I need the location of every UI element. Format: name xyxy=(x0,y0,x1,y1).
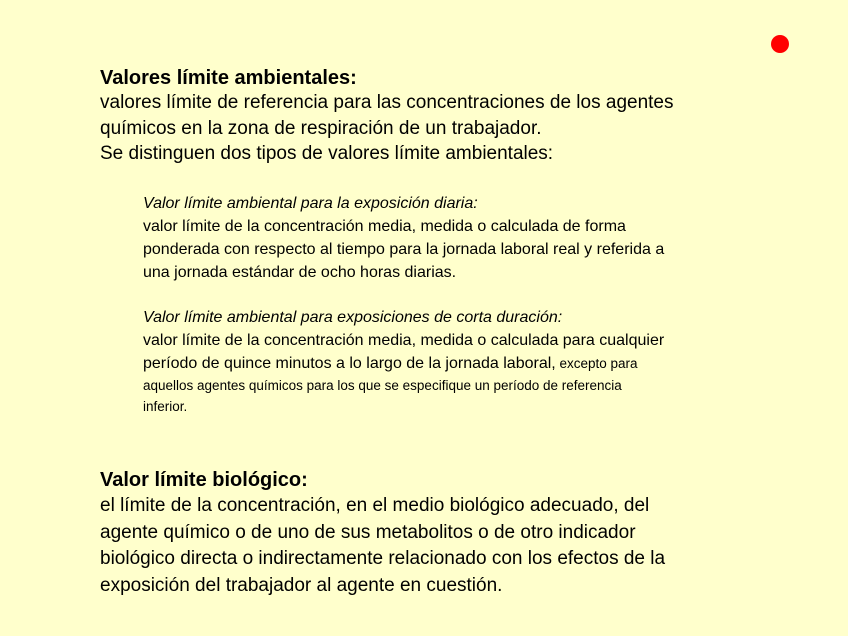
subsection-text-line-mixed xyxy=(143,352,783,375)
subsection-short-exposure xyxy=(143,307,783,417)
subsection-small-line: aquellos agentes químicos para los que se especifique un período de referencia xyxy=(143,378,622,393)
red-dot-indicator xyxy=(771,35,789,53)
subsection-text-line: ponderada con respecto al tiempo para la jornada laboral real y referida a xyxy=(143,241,665,258)
section-text-line: biológico directa o indirectamente relacionado con los efectos de la xyxy=(100,548,666,569)
section-text-line: el límite de la concentración, en el medio biológico adecuado, del xyxy=(100,495,650,516)
section-text-line: valores límite de referencia para las concentraciones de los agentes xyxy=(100,92,674,113)
subsection-title: Valor límite ambiental para exposiciones de corta duración: xyxy=(143,309,563,326)
subsection-text-line: valor límite de la concentración media, medida o calculada para cualquier xyxy=(143,332,665,349)
section-text-line: agente químico o de uno de sus metabolitos o de otro indicador xyxy=(100,521,636,543)
subsection-text-small: excepto para xyxy=(555,356,638,371)
section-title: Valor límite biológico: xyxy=(100,469,308,491)
section-text-line: exposición del trabajador al agente en cuestión. xyxy=(100,574,503,596)
section-ambient-limits xyxy=(100,66,800,167)
subsection-text-line: valor límite de la concentración media, medida o calculada de forma xyxy=(143,218,626,235)
subsection-daily-exposure xyxy=(143,193,783,284)
section-text-line: químicos en la zona de respiración de un trabajador. xyxy=(100,117,542,139)
subsection-small-line: inferior. xyxy=(143,399,188,414)
subsection-title: Valor límite ambiental para la exposición diaria: xyxy=(143,195,478,212)
section-text-line: Se distinguen dos tipos de valores límite ambientales: xyxy=(100,143,554,164)
section-title: Valores límite ambientales: xyxy=(100,67,357,89)
subsection-text-main: período de quince minutos a lo largo de la jornada laboral, xyxy=(143,355,556,372)
section-biological-limit xyxy=(100,467,800,599)
subsection-text-line: una jornada estándar de ocho horas diarias. xyxy=(143,264,457,281)
